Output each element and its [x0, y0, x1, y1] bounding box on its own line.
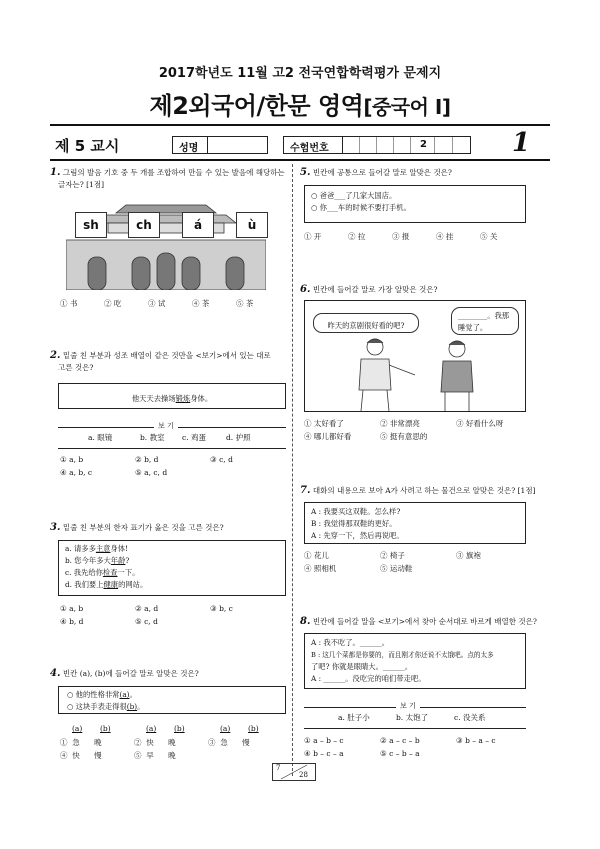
q2-line2: 고른 것은? [58, 363, 94, 372]
column-divider [292, 164, 294, 776]
q1-flag-2: ch [128, 212, 160, 238]
q4-option-3[interactable]: ③ 急 慢 [208, 738, 250, 747]
q8-option-2[interactable]: ② a – c – b [380, 736, 420, 745]
q1-option-2[interactable]: ② 吃 [104, 299, 122, 308]
q4-option-1[interactable]: ① 急 晚 [60, 738, 102, 747]
q1-option-3[interactable]: ③ 试 [148, 299, 166, 308]
q7-question: 대화의 내용으로 보아 A가 사려고 하는 물건으로 알맞은 것은? [1점] [312, 486, 536, 495]
q2-bogi-label: 보 기 [154, 421, 178, 431]
q8-dialogue-box [304, 633, 526, 689]
q8-question: 빈칸에 들어갈 말을 <보기>에서 찾아 순서대로 바르게 배열한 것은? [312, 617, 537, 626]
q5-text [300, 167, 550, 179]
q4-head-b-3: (b) [248, 724, 259, 733]
q7-line-2: B : 我觉得那双鞋的更好。 [311, 519, 397, 528]
page-current: 7 [276, 764, 281, 772]
q3-option-1[interactable]: ① a, b [60, 604, 84, 613]
q4-line1: ○ 他的性格非常(a)。 [67, 690, 137, 699]
q2-bogi-b: b. 教室 [140, 433, 165, 442]
subject-sub: [중국어 Ⅰ] [363, 95, 451, 119]
q2-bogi-a: a. 眼镜 [88, 433, 113, 442]
q4-head-a-3: (a) [220, 724, 231, 733]
q2-option-2[interactable]: ② b, d [135, 455, 159, 464]
q2-line1: 밑줄 친 부분과 성조 배열이 같은 것만을 <보기>에서 있는 대로 [62, 351, 271, 360]
q8-option-1[interactable]: ① a – b – c [304, 736, 344, 745]
q4-head-b-1: (b) [100, 724, 111, 733]
q1-line1: 그림의 발음 기호 중 두 개를 조합하여 만들 수 있는 발음에 해당하는 [62, 168, 285, 177]
q7-option-5[interactable]: ⑤ 运动鞋 [380, 564, 413, 573]
q6-option-4[interactable]: ④ 哪儿都好看 [304, 432, 352, 441]
q3-option-5[interactable]: ⑤ c, d [135, 617, 158, 626]
q7-number: 7. [300, 485, 311, 496]
q1-flag-1: sh [75, 212, 107, 238]
q4-text [50, 668, 288, 680]
q4-head-a-2: (a) [146, 724, 157, 733]
q1-flag-3: á [182, 212, 214, 238]
q3-sentence-box [58, 540, 286, 596]
q3-text [50, 522, 288, 534]
q6-two-people-illustration [345, 335, 495, 411]
q5-sentence-box [304, 185, 526, 223]
q4-sentence-box [58, 686, 286, 714]
q3-option-2[interactable]: ② a, d [135, 604, 159, 613]
q3-line-b: b. 您今年多大年龄? [65, 556, 130, 565]
q4-question: 빈칸 (a), (b)에 들어갈 말로 알맞은 것은? [62, 669, 199, 678]
q8-line-4: A : ______。没吃完的咱们带走吧。 [311, 674, 426, 683]
q6-dialogue-panel [304, 300, 526, 412]
q2-bogi-box [58, 422, 286, 449]
q2-sentence-pre: 他天天去操场 [131, 394, 176, 403]
q3-option-4[interactable]: ④ b, d [60, 617, 84, 626]
name-divider [207, 137, 208, 153]
subject-main: 제2외국어/한문 영역 [149, 92, 364, 120]
q2-sentence-box [58, 383, 286, 409]
q7-line-1: A : 我要买这双鞋。怎么样? [311, 507, 401, 516]
q8-text [300, 616, 550, 628]
page-total: 28 [299, 771, 308, 779]
q6-option-1[interactable]: ① 太好看了 [304, 419, 344, 428]
q1-text [50, 167, 288, 191]
exam-number-digit: 2 [420, 139, 427, 150]
page-counter-box [272, 763, 316, 781]
q7-option-2[interactable]: ② 椅子 [380, 551, 405, 560]
q5-option-3[interactable]: ③ 报 [392, 232, 410, 241]
q4-line2: ○ 这块手表走得很(b)。 [67, 702, 145, 711]
q6-number: 6. [300, 284, 311, 295]
page-number: 1 [512, 128, 531, 158]
q8-option-4[interactable]: ④ b – c – a [304, 749, 344, 758]
q2-number: 2. [50, 350, 61, 361]
period-label: 제 5 교시 [55, 137, 120, 155]
q6-option-2[interactable]: ② 非常漂亮 [380, 419, 420, 428]
subject-title [0, 86, 600, 121]
q7-option-1[interactable]: ① 花儿 [304, 551, 329, 560]
q8-bogi-a: a. 肚子小 [338, 713, 370, 722]
q7-dialogue-box [304, 502, 526, 544]
q3-line-a: a. 请多多主意身体! [65, 544, 129, 553]
q1-gate-illustration [66, 195, 266, 290]
q2-option-5[interactable]: ⑤ a, c, d [135, 468, 168, 477]
q2-option-4[interactable]: ④ a, b, c [60, 468, 93, 477]
q4-option-2[interactable]: ② 快 晚 [134, 738, 176, 747]
q7-option-3[interactable]: ③ 旗袍 [456, 551, 481, 560]
q5-option-2[interactable]: ② 拉 [348, 232, 366, 241]
q8-bogi-box [304, 702, 526, 729]
q7-text [300, 485, 550, 497]
q5-line2: ○ 你___车的时候不要打手机。 [311, 203, 411, 212]
q1-line2: 글자는? [1점] [58, 180, 105, 189]
q8-line-1: A : 我不吃了。______。 [311, 638, 390, 647]
q6-bubble-right: ________。我那 睡觉了。 [451, 307, 519, 335]
name-label: 성명 [179, 143, 199, 154]
q6-option-5[interactable]: ⑤ 挺有意思的 [380, 432, 428, 441]
q8-bogi-b: b. 太饱了 [396, 713, 429, 722]
q2-option-3[interactable]: ③ c, d [210, 455, 233, 464]
q2-sentence-underlined: 锻炼 [175, 394, 191, 403]
exam-number-field[interactable] [283, 136, 471, 154]
q6-question: 빈칸에 들어갈 말로 가장 알맞은 것은? [312, 285, 438, 294]
q5-option-5[interactable]: ⑤ 关 [480, 232, 498, 241]
q4-option-5[interactable]: ⑤ 早 晚 [134, 751, 176, 760]
q4-head-b-2: (b) [174, 724, 185, 733]
q5-option-4[interactable]: ④ 挂 [436, 232, 454, 241]
header-top-rule [50, 124, 550, 126]
q4-option-4[interactable]: ④ 快 慢 [60, 751, 102, 760]
q3-line-c: c. 我先给你检查一下。 [65, 568, 140, 577]
q3-number: 3. [50, 522, 61, 533]
q8-option-5[interactable]: ⑤ c – b – a [380, 749, 420, 758]
q6-text [300, 284, 550, 296]
q6-bubble-left: 昨天的京剧很好看的吧? [313, 313, 419, 333]
q5-option-1[interactable]: ① 开 [304, 232, 322, 241]
q1-number: 1. [50, 167, 61, 178]
exam-number-label: 수험번호 [290, 143, 329, 154]
q2-bogi-c: c. 鸡蛋 [182, 433, 206, 442]
q4-head-a-1: (a) [72, 724, 83, 733]
q8-line-2: B : 这几个菜都是你要的，而且刚才你还说不太饿吧。点的太多 [311, 651, 494, 659]
header-bottom-rule [50, 159, 550, 161]
q7-line-3: A : 先穿一下，然后再说吧。 [311, 531, 404, 540]
q3-option-3[interactable]: ③ b, c [210, 604, 233, 613]
exam-title: 2017학년도 11월 고2 전국연합학력평가 문제지 [158, 66, 442, 81]
q5-line1: ○ 爸爸___了几家大国店。 [311, 191, 397, 200]
q1-option-1[interactable]: ① 书 [60, 299, 78, 308]
q5-question: 빈칸에 공통으로 들어갈 말로 알맞은 것은? [312, 168, 452, 177]
q1-flag-4: ù [236, 212, 268, 238]
q8-option-3[interactable]: ③ b – a – c [456, 736, 496, 745]
q8-number: 8. [300, 616, 311, 627]
exam-number-divider [342, 137, 343, 153]
q8-bogi-label: 보 기 [396, 701, 420, 711]
q1-option-4[interactable]: ④ 茶 [192, 299, 210, 308]
q5-number: 5. [300, 167, 311, 178]
q2-text [50, 350, 288, 374]
q8-line-3: 了吧? 你就是眼睛大。______。 [311, 662, 413, 671]
q1-option-5[interactable]: ⑤ 茶 [236, 299, 254, 308]
q3-question: 밑줄 친 부분의 한자 표기가 옳은 것을 고른 것은? [62, 523, 224, 532]
q3-line-d: d. 我们要上健康的网站。 [65, 580, 148, 589]
q2-option-1[interactable]: ① a, b [60, 455, 84, 464]
q7-option-4[interactable]: ④ 照相机 [304, 564, 337, 573]
q4-number: 4. [50, 668, 61, 679]
q6-option-3[interactable]: ③ 好看什么呀 [456, 419, 504, 428]
name-field[interactable] [172, 136, 268, 154]
q2-sentence-post: 身体。 [190, 394, 213, 403]
q2-bogi-d: d. 护照 [226, 433, 251, 442]
q8-bogi-c: c. 没关系 [454, 713, 486, 722]
